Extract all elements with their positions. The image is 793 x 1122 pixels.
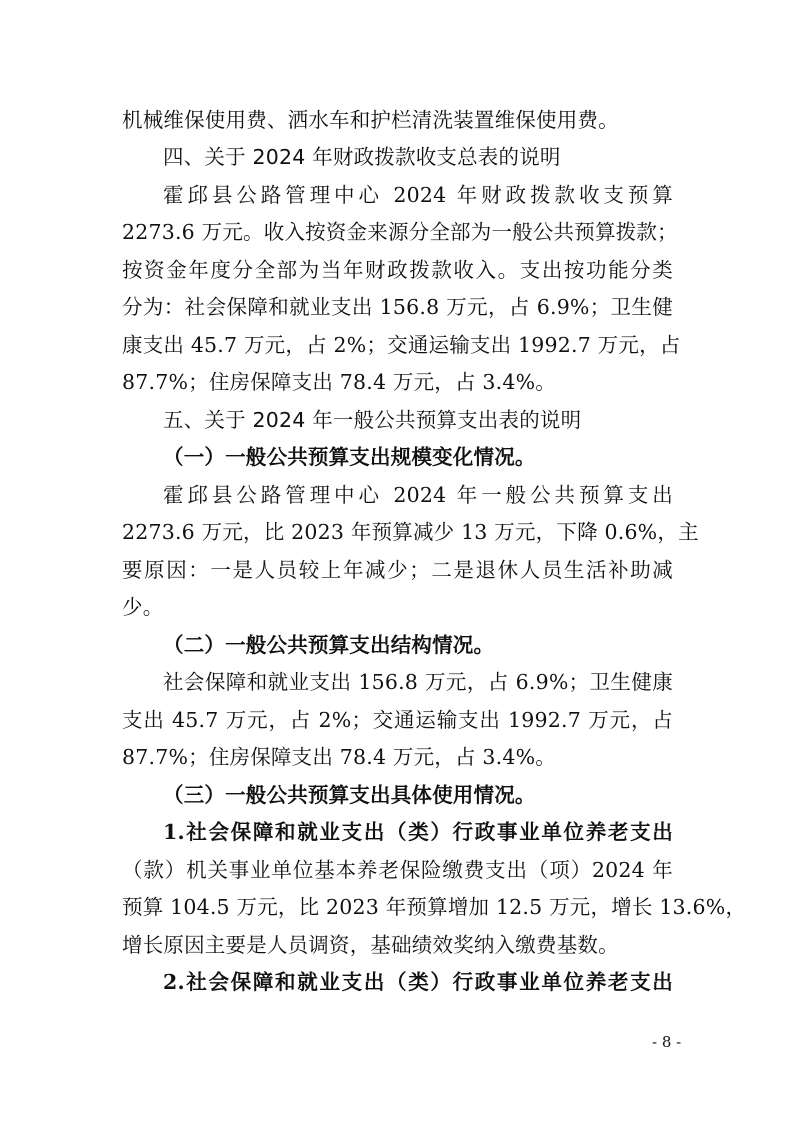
- body-text-line: 2.社会保障和就业支出（类）行政事业单位养老支出: [163, 970, 673, 994]
- body-text-line: 2273.6 万元，比 2023 年预算减少 13 万元，下降 0.6%，主: [122, 520, 699, 544]
- body-text-line: 要原因：一是人员较上年减少；二是退休人员生活补助减: [122, 558, 673, 582]
- subsection-heading-3: （三）一般公共预算支出具体使用情况。: [163, 783, 536, 807]
- page-number: - 8 -: [652, 1033, 682, 1051]
- body-text-line: 按资金年度分全部为当年财政拨款收入。支出按功能分类: [122, 258, 673, 282]
- subsection-heading-1: （一）一般公共预算支出规模变化情况。: [163, 445, 536, 469]
- body-text-line: 87.7%；住房保障支出 78.4 万元，占 3.4%。: [122, 745, 556, 769]
- body-text-line: 少。: [122, 595, 164, 619]
- body-text-line: 2273.6 万元。收入按资金来源分全部为一般公共预算拨款；: [122, 220, 678, 244]
- body-text-line: 预算 104.5 万元，比 2023 年预算增加 12.5 万元，增长 13.6%，: [122, 895, 747, 919]
- body-text-line: （款）机关事业单位基本养老保险缴费支出（项）2024 年: [122, 858, 673, 882]
- body-text-line: 霍邱县公路管理中心 2024 年一般公共预算支出: [163, 483, 673, 507]
- body-text-line: 社会保障和就业支出 156.8 万元，占 6.9%；卫生健康: [163, 670, 673, 694]
- section-heading-5: 五、关于 2024 年一般公共预算支出表的说明: [163, 408, 582, 432]
- body-text-line: 机械维保使用费、洒水车和护栏清洗装置维保使用费。: [122, 108, 619, 132]
- body-text-line: 支出 45.7 万元，占 2%；交通运输支出 1992.7 万元，占: [122, 708, 673, 732]
- body-text-line: 87.7%；住房保障支出 78.4 万元，占 3.4%。: [122, 370, 556, 394]
- section-heading-4: 四、关于 2024 年财政拨款收支总表的说明: [163, 145, 561, 169]
- body-text-line: 增长原因主要是人员调资，基础绩效奖纳入缴费基数。: [122, 933, 619, 957]
- subsection-heading-2: （二）一般公共预算支出结构情况。: [163, 633, 495, 657]
- body-text-line: 霍邱县公路管理中心 2024 年财政拨款收支预算: [163, 183, 673, 207]
- body-text-line: 康支出 45.7 万元，占 2%；交通运输支出 1992.7 万元，占: [122, 333, 681, 357]
- body-text-line: 分为：社会保障和就业支出 156.8 万元，占 6.9%；卫生健: [122, 295, 673, 319]
- body-text-line: 1.社会保障和就业支出（类）行政事业单位养老支出: [163, 820, 673, 844]
